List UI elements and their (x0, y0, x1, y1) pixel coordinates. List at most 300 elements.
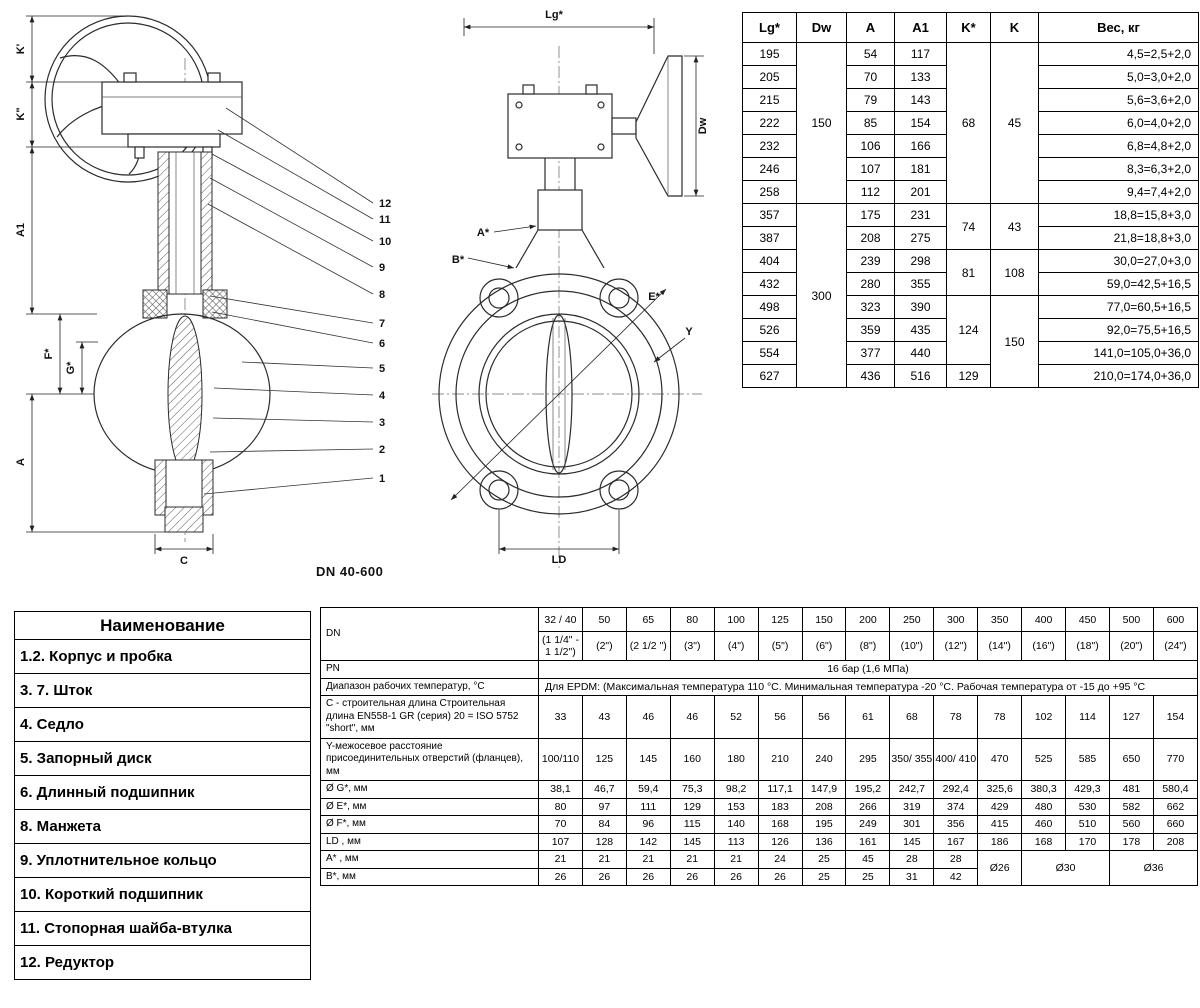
disc-section (168, 316, 202, 472)
parts-list-table-grid (14, 611, 311, 980)
table-cell: 33 (539, 696, 583, 739)
table-cell: 4. Седло (15, 708, 311, 742)
table-cell: 26 (626, 868, 670, 886)
column-header: 50 (582, 608, 626, 632)
table-cell: 210,0=174,0+36,0 (1039, 365, 1199, 388)
table-cell: 124 (947, 296, 991, 365)
table-cell: 170 (1066, 833, 1110, 851)
table-cell: 295 (846, 738, 890, 781)
table-cell: 9,4=7,4+2,0 (1039, 181, 1199, 204)
table-cell: (16") (1022, 632, 1066, 661)
table-cell: 498 (743, 296, 797, 319)
table-cell: 1.2. Корпус и пробка (15, 640, 311, 674)
table-cell: 232 (743, 135, 797, 158)
table-cell: 374 (934, 798, 978, 816)
table-cell: 208 (1153, 833, 1197, 851)
table-cell: 180 (714, 738, 758, 781)
table-cell: 440 (895, 342, 947, 365)
table-cell: 415 (978, 816, 1022, 834)
column-header: 250 (890, 608, 934, 632)
column-header: 400 (1022, 608, 1066, 632)
callout-8: 8 (379, 289, 386, 301)
table-cell: 510 (1066, 816, 1110, 834)
table-cell: 530 (1066, 798, 1110, 816)
callout-9: 9 (379, 262, 386, 274)
table-cell: 145 (626, 738, 670, 781)
callout-numbers (379, 198, 391, 485)
dim-label-k-double: K" (15, 107, 27, 121)
table-cell: 54 (847, 43, 895, 66)
table-cell: 429 (978, 798, 1022, 816)
table-cell: (1 1/4" - 1 1/2") (539, 632, 583, 661)
table-cell: 5. Запорный диск (15, 742, 311, 776)
table-cell: 627 (743, 365, 797, 388)
table-cell: 6. Длинный подшипник (15, 776, 311, 810)
table-cell: 97 (582, 798, 626, 816)
table-cell: 108 (991, 250, 1039, 296)
table-cell: 208 (847, 227, 895, 250)
table-cell: 481 (1109, 781, 1153, 799)
table-cell: 8. Манжета (15, 810, 311, 844)
table-cell: (2") (582, 632, 626, 661)
table-cell: 429,3 (1066, 781, 1110, 799)
column-header: 125 (758, 608, 802, 632)
dim-label-e-star: E* (648, 291, 660, 303)
table-cell: 357 (743, 204, 797, 227)
table-row (321, 851, 1198, 869)
table-cell: 70 (847, 66, 895, 89)
table-cell: 84 (582, 816, 626, 834)
table-cell: 292,4 (934, 781, 978, 799)
table-cell: 28 (890, 851, 934, 869)
table-cell: 8,3=6,3+2,0 (1039, 158, 1199, 181)
table-cell: 74 (947, 204, 991, 250)
table-cell: 175 (847, 204, 895, 227)
specifications-table (320, 607, 1198, 886)
table-cell: 3. 7. Шток (15, 674, 311, 708)
table-row (15, 912, 311, 946)
gear-actuator (508, 85, 636, 158)
table-cell: 582 (1109, 798, 1153, 816)
table-cell: 133 (895, 66, 947, 89)
table-cell: (2 1/2 ") (626, 632, 670, 661)
table-cell: 75,3 (670, 781, 714, 799)
dn-range-label: DN 40-600 (316, 564, 384, 579)
table-row (321, 798, 1198, 816)
table-cell: 68 (947, 43, 991, 204)
table-cell: 5,6=3,6+2,0 (1039, 89, 1199, 112)
table-cell: 554 (743, 342, 797, 365)
table-cell: 81 (947, 250, 991, 296)
table-cell: 153 (714, 798, 758, 816)
table-cell: 98,2 (714, 781, 758, 799)
table-cell: 6,8=4,8+2,0 (1039, 135, 1199, 158)
table-cell: 100/110 (539, 738, 583, 781)
column-header: 80 (670, 608, 714, 632)
table-cell: 77,0=60,5+16,5 (1039, 296, 1199, 319)
table-cell: (14") (978, 632, 1022, 661)
table-cell: 350/ 355 (890, 738, 934, 781)
table-cell: 359 (847, 319, 895, 342)
table-cell: (24") (1153, 632, 1197, 661)
table-cell: 205 (743, 66, 797, 89)
table-cell: 168 (1022, 833, 1066, 851)
table-cell: 56 (758, 696, 802, 739)
table-cell: 59,0=42,5+16,5 (1039, 273, 1199, 296)
table-cell: 222 (743, 112, 797, 135)
table-cell: B*, мм (321, 868, 539, 886)
table-cell: 300 (797, 204, 847, 388)
table-row (321, 661, 1198, 679)
table-cell: 183 (758, 798, 802, 816)
table-row (743, 204, 1199, 227)
table-cell: (18") (1066, 632, 1110, 661)
column-header: A (847, 13, 895, 43)
table-cell: (10") (890, 632, 934, 661)
table-cell: 113 (714, 833, 758, 851)
table-cell: 516 (895, 365, 947, 388)
lower-stem (155, 460, 213, 532)
column-header: 450 (1066, 608, 1110, 632)
column-header: A1 (895, 13, 947, 43)
table-cell: 377 (847, 342, 895, 365)
table-cell: 46 (626, 696, 670, 739)
table-cell: 24 (758, 851, 802, 869)
table-cell: 21,8=18,8+3,0 (1039, 227, 1199, 250)
table-cell: 26 (758, 868, 802, 886)
table-cell: 660 (1153, 816, 1197, 834)
table-cell: 319 (890, 798, 934, 816)
dimensions-table-grid (742, 12, 1199, 388)
table-row (15, 674, 311, 708)
dim-label-ld: LD (551, 554, 567, 566)
table-cell: 249 (846, 816, 890, 834)
table-cell: 117 (895, 43, 947, 66)
column-header: 500 (1109, 608, 1153, 632)
table-cell: 231 (895, 204, 947, 227)
table-row (743, 43, 1199, 66)
column-header: K* (947, 13, 991, 43)
table-row (743, 13, 1199, 43)
dim-label-a: A (15, 458, 27, 466)
table-row (15, 844, 311, 878)
table-cell: 325,6 (978, 781, 1022, 799)
stem-housing (158, 152, 212, 294)
table-cell: 115 (670, 816, 714, 834)
table-cell: (3") (670, 632, 714, 661)
table-cell: 92,0=75,5+16,5 (1039, 319, 1199, 342)
table-cell: 470 (978, 738, 1022, 781)
dim-label-b-star: B* (451, 254, 465, 266)
table-cell: 147,9 (802, 781, 846, 799)
table-cell: 6,0=4,0+2,0 (1039, 112, 1199, 135)
dim-label-y: Y (685, 326, 693, 338)
table-cell: 460 (1022, 816, 1066, 834)
parts-list-table (14, 611, 311, 980)
table-cell: Ø E*, мм (321, 798, 539, 816)
table-cell: 662 (1153, 798, 1197, 816)
table-cell: 79 (847, 89, 895, 112)
table-row (15, 742, 311, 776)
table-cell: 43 (582, 696, 626, 739)
handwheel-edge (636, 56, 682, 196)
table-cell: 61 (846, 696, 890, 739)
table-cell: 102 (1022, 696, 1066, 739)
table-row (15, 640, 311, 674)
table-cell: Ø F*, мм (321, 816, 539, 834)
neck (516, 158, 604, 268)
table-cell: 356 (934, 816, 978, 834)
table-cell: 154 (1153, 696, 1197, 739)
table-cell: 432 (743, 273, 797, 296)
table-cell: 117,1 (758, 781, 802, 799)
column-header: 600 (1153, 608, 1197, 632)
table-row (321, 816, 1198, 834)
table-cell: 436 (847, 365, 895, 388)
table-cell: 239 (847, 250, 895, 273)
table-row (321, 833, 1198, 851)
table-cell: 145 (890, 833, 934, 851)
table-cell: 52 (714, 696, 758, 739)
column-header: 150 (802, 608, 846, 632)
table-cell: LD , мм (321, 833, 539, 851)
table-cell: 560 (1109, 816, 1153, 834)
table-row (15, 612, 311, 640)
table-cell: 26 (670, 868, 714, 886)
table-cell: 210 (758, 738, 802, 781)
table-cell: 9. Уплотнительное кольцо (15, 844, 311, 878)
table-cell: 390 (895, 296, 947, 319)
table-cell: 18,8=15,8+3,0 (1039, 204, 1199, 227)
table-cell: 650 (1109, 738, 1153, 781)
table-cell: 106 (847, 135, 895, 158)
callout-12: 12 (379, 198, 392, 210)
table-cell: 161 (846, 833, 890, 851)
table-cell: Ø G*, мм (321, 781, 539, 799)
table-cell: 301 (890, 816, 934, 834)
table-cell: 195 (802, 816, 846, 834)
dim-label-dw: Dw (697, 117, 709, 135)
callout-3: 3 (379, 417, 386, 429)
dim-label-a-star: A* (476, 227, 490, 239)
table-cell: 25 (802, 851, 846, 869)
table-cell: DN (321, 608, 539, 661)
table-cell: 4,5=2,5+2,0 (1039, 43, 1199, 66)
table-cell: 166 (895, 135, 947, 158)
table-cell: PN (321, 661, 539, 679)
table-row (321, 696, 1198, 739)
column-header: 350 (978, 608, 1022, 632)
table-cell: 85 (847, 112, 895, 135)
gland-left (143, 290, 167, 318)
table-cell: 387 (743, 227, 797, 250)
table-cell: 21 (582, 851, 626, 869)
table-cell: 28 (934, 851, 978, 869)
callout-11: 11 (379, 214, 391, 226)
table-cell: Y-межосевое расстояние присоединительных отверстий (фланцев), мм (321, 738, 539, 781)
table-cell: 380,3 (1022, 781, 1066, 799)
table-cell: 21 (714, 851, 758, 869)
column-header: 300 (934, 608, 978, 632)
callout-5: 5 (379, 363, 386, 375)
table-cell: 526 (743, 319, 797, 342)
table-cell: 43 (991, 204, 1039, 250)
table-cell: 112 (847, 181, 895, 204)
column-header: 200 (846, 608, 890, 632)
table-cell: 21 (670, 851, 714, 869)
table-cell: 136 (802, 833, 846, 851)
column-header: K (991, 13, 1039, 43)
table-cell: Ø30 (1022, 851, 1110, 886)
table-cell: 126 (758, 833, 802, 851)
dim-label-f: F* (43, 348, 55, 360)
table-cell: (4") (714, 632, 758, 661)
table-cell: 160 (670, 738, 714, 781)
table-cell: 167 (934, 833, 978, 851)
table-cell: 323 (847, 296, 895, 319)
table-cell: 266 (846, 798, 890, 816)
table-cell: 59,4 (626, 781, 670, 799)
table-cell: (20") (1109, 632, 1153, 661)
dimensions-table (742, 12, 1199, 388)
table-cell: 154 (895, 112, 947, 135)
callout-leaders (204, 108, 373, 494)
callout-6: 6 (379, 338, 386, 350)
table-cell: 585 (1066, 738, 1110, 781)
table-cell: 141,0=105,0+36,0 (1039, 342, 1199, 365)
dim-label-g: G* (65, 361, 77, 375)
table-cell: 10. Короткий подшипник (15, 878, 311, 912)
table-cell: 78 (934, 696, 978, 739)
column-header: Lg* (743, 13, 797, 43)
table-cell: 355 (895, 273, 947, 296)
table-cell: 111 (626, 798, 670, 816)
table-cell: 140 (714, 816, 758, 834)
table-cell: 400/ 410 (934, 738, 978, 781)
table-cell: 26 (539, 868, 583, 886)
dim-label-lg: Lg* (545, 9, 563, 21)
table-cell: 580,4 (1153, 781, 1197, 799)
table-cell: 186 (978, 833, 1022, 851)
table-cell: A* , мм (321, 851, 539, 869)
table-row (15, 776, 311, 810)
table-cell: 770 (1153, 738, 1197, 781)
table-cell: 129 (947, 365, 991, 388)
table-cell: 107 (539, 833, 583, 851)
table-cell: 129 (670, 798, 714, 816)
table-cell: 25 (846, 868, 890, 886)
column-header: 100 (714, 608, 758, 632)
table-cell: 480 (1022, 798, 1066, 816)
table-cell: 16 бар (1,6 МПа) (539, 661, 1198, 679)
table-cell: 68 (890, 696, 934, 739)
table-cell: 38,1 (539, 781, 583, 799)
table-cell: 26 (582, 868, 626, 886)
dim-label-k-prime: K' (15, 43, 27, 55)
table-cell: 30,0=27,0+3,0 (1039, 250, 1199, 273)
table-cell: 246 (743, 158, 797, 181)
side-view (15, 16, 391, 567)
table-cell: 127 (1109, 696, 1153, 739)
table-cell: 181 (895, 158, 947, 181)
table-cell: 195 (743, 43, 797, 66)
table-cell: 435 (895, 319, 947, 342)
table-cell: 5,0=3,0+2,0 (1039, 66, 1199, 89)
table-cell: 12. Редуктор (15, 946, 311, 980)
table-cell: Для EPDM: (Максимальная температура 110 °C. Минимальная температура -20 °C. Рабочая температура от -15 до +95 °C (539, 678, 1198, 696)
table-cell: 45 (991, 43, 1039, 204)
table-cell: 240 (802, 738, 846, 781)
table-cell: 275 (895, 227, 947, 250)
table-cell: (12") (934, 632, 978, 661)
table-cell: 96 (626, 816, 670, 834)
table-row (15, 878, 311, 912)
table-row (15, 708, 311, 742)
table-cell: 70 (539, 816, 583, 834)
callout-7: 7 (379, 318, 386, 330)
table-cell: 21 (539, 851, 583, 869)
table-cell: 201 (895, 181, 947, 204)
table-cell: 242,7 (890, 781, 934, 799)
callout-1: 1 (379, 473, 386, 485)
column-header: 65 (626, 608, 670, 632)
table-cell: Ø36 (1109, 851, 1197, 886)
table-cell: 150 (991, 296, 1039, 388)
table-cell: 107 (847, 158, 895, 181)
table-cell: 78 (978, 696, 1022, 739)
table-cell: 45 (846, 851, 890, 869)
table-cell: (8") (846, 632, 890, 661)
front-view (432, 9, 709, 568)
dim-label-c: C (180, 555, 188, 567)
table-cell: 46 (670, 696, 714, 739)
table-cell: Ø26 (978, 851, 1022, 886)
column-header: 32 / 40 (539, 608, 583, 632)
table-row (15, 946, 311, 980)
table-row (321, 678, 1198, 696)
table-row (321, 738, 1198, 781)
table-cell: C - строительная длина Строительная длина EN558-1 GR (серия) 20 = ISO 5752 "short", мм (321, 696, 539, 739)
callout-2: 2 (379, 444, 386, 456)
table-cell: 114 (1066, 696, 1110, 739)
table-cell: 142 (626, 833, 670, 851)
column-header: Вес, кг (1039, 13, 1199, 43)
table-cell: 125 (582, 738, 626, 781)
table-cell: 150 (797, 43, 847, 204)
table-cell: 178 (1109, 833, 1153, 851)
table-cell: 143 (895, 89, 947, 112)
table-cell: 128 (582, 833, 626, 851)
table-cell: 215 (743, 89, 797, 112)
table-cell: 80 (539, 798, 583, 816)
callout-4: 4 (379, 390, 386, 402)
table-cell: 11. Стопорная шайба-втулка (15, 912, 311, 946)
table-cell: 208 (802, 798, 846, 816)
table-cell: (5") (758, 632, 802, 661)
table-cell: 298 (895, 250, 947, 273)
table-cell: (6") (802, 632, 846, 661)
table-cell: 525 (1022, 738, 1066, 781)
column-header: Наименование (15, 612, 311, 640)
table-cell: 31 (890, 868, 934, 886)
table-cell: Диапазон рабочих температур, °C (321, 678, 539, 696)
table-cell: 56 (802, 696, 846, 739)
gearbox (102, 73, 242, 158)
table-cell: 25 (802, 868, 846, 886)
dim-label-a1: A1 (15, 222, 27, 238)
table-cell: 42 (934, 868, 978, 886)
table-cell: 145 (670, 833, 714, 851)
